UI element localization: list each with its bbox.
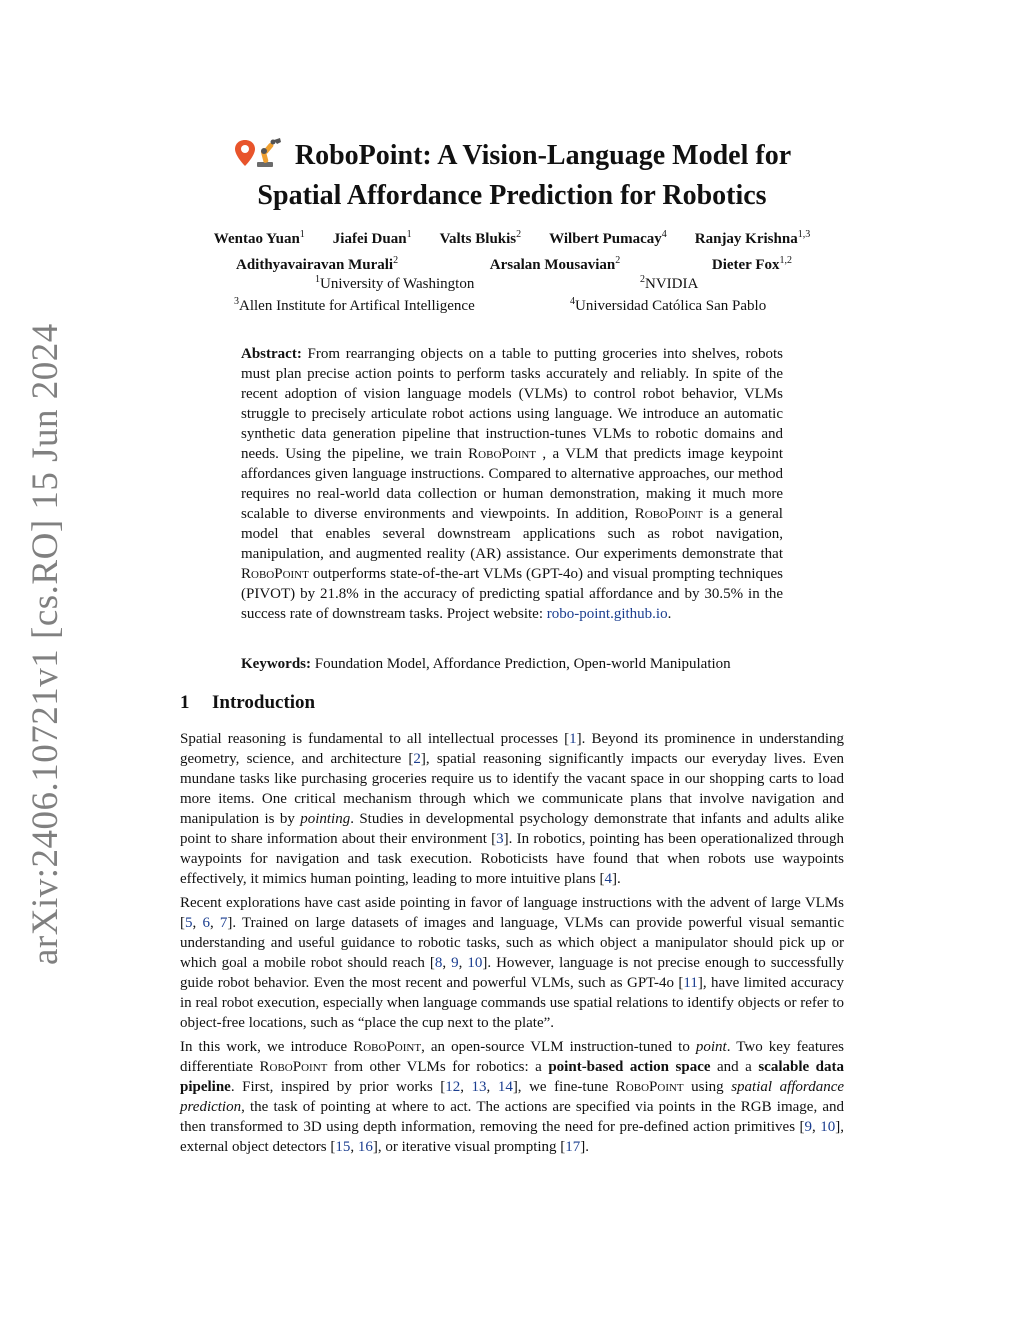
citation-link[interactable]: 15 [335,1139,351,1155]
introduction-body [180,729,844,1161]
author: Jiafei Duan$^1$ [332,229,412,247]
citation-link[interactable]: 11 [683,975,698,991]
section-heading [180,692,315,714]
author: Valts Blukis$^2$ [439,229,522,247]
arxiv-identifier-stamp: arXiv:2406.10721v1 [cs.RO] 15 Jun 2024 [25,323,66,965]
author-list [160,228,864,276]
citation-link[interactable]: 5 [185,915,193,931]
abstract-label: Abstract: [241,346,302,362]
paragraph-2: Recent explorations have cast aside pointing in favor of language instructions with the advent of large VLMs [5, 6, 7]. Trained on large datasets of images and language, VLMs can provide powerful visual semantic understanding and useful guidance to robotic tasks, such as which object a manipulator should pick up or which goal a mobile robot should reach [8, 9, 10]. However, language is not precise enough to successfully guide robot behavior. Even the most recent and powerful VLMs, such as GPT-4o [11], have limited accuracy in real robot execution, especially when language commands use spatial relations to identify objects or refer to object-free locations, such as “place the cup next to the plate”. [180,895,845,1031]
citation-link[interactable]: 6 [202,915,210,931]
title-text-1: RoboPoint: A Vision-Language Model for [294,140,792,171]
title-line-2: Spatial Affordance Prediction for Robotics [257,180,767,211]
author-row-2 [160,254,864,276]
abstract: Abstract: From rearranging objects on a table to putting groceries into shelves, robots must plan precise action points to perform tasks accurately and reliably. In spite of the recent adoption of vision language models (VLMs) to control robot behavior, VLMs struggle to precisely articulate robot actions using language. We introduce an automatic synthetic data generation pipeline that instruction-tunes VLMs to robotic domains and needs. Using the pipeline, we train RoboPoint , a VLM that predicts image keypoint affordances given language instructions. Compared to alternative approaches, our method requires no real-world data collection or human demonstration, making it much more scalable to diverse environments and viewpoints. In addition, RoboPoint is a general model that enables several downstream applications such as robot navigation, manipulation, and augmented reality (AR) assistance. Our experiments demonstrate that RoboPoint outperforms state-of-the-art VLMs (GPT-4o) and visual prompting techniques (PIVOT) by 21.8% in the accuracy of predicting spatial affordance and by 30.5% in the success rate of downstream tasks. Project website: robo-point.github.io. [241,346,783,622]
affiliation: $^1$University of Washington [315,274,475,292]
paper-title [160,136,864,213]
citation-link[interactable]: 2 [413,751,421,767]
citation-link[interactable]: 4 [604,871,612,887]
citation-link[interactable]: 9 [804,1119,813,1135]
keywords: Keywords: Foundation Model, Affordance Prediction, Open-world Manipulation [241,656,731,672]
author: Ranjay Krishna$^{1,3}$ [694,229,811,247]
section-title: Introduction [212,692,316,713]
affiliation: $^4$Universidad Católica San Pablo [570,296,767,314]
author-row-1 [160,228,864,250]
citation-link[interactable]: 14 [497,1079,513,1095]
paragraph-1: Spatial reasoning is fundamental to all intellectual processes [1]. Beyond its prominence in understanding geometry, science, and architecture [2], spatial reasoning significantly impacts our everyday lives. Even mundane tasks like purchasing groceries require us to identify the vacant space in our shopping carts to load more items. One critical mechanism through which we communicate plans that involve navigation and manipulation is by pointing. Studies in developmental psychology demonstrate that infants and adults alike point to share information about their environment [3]. In robotics, pointing has been operationalized through waypoints for navigation and task execution. Roboticists have found that when robots use waypoints effectively, it mimics human pointing, leading to more intuitive plans [4]. [180,731,844,887]
citation-link[interactable]: 10 [820,1119,836,1135]
citation-link[interactable]: 12 [445,1079,461,1095]
author: Arsalan Mousavian$^2$ [489,255,621,273]
author: Dieter Fox$^{1,2}$ [711,255,792,273]
affiliation-list [160,276,864,320]
citation-link[interactable]: 10 [467,955,483,971]
citation-link[interactable]: 9 [451,955,459,971]
title-line-1 [160,136,864,179]
author: Adithyavairavan Murali$^2$ [236,255,399,273]
citation-link[interactable]: 3 [496,831,504,847]
affiliation: $^3$Allen Institute for Artifical Intelligence [234,296,475,314]
citation-link[interactable]: 8 [434,955,443,971]
robot-arm-pin-logo-icon [233,136,289,179]
keywords-label: Keywords: [241,656,311,672]
affiliation-row-1 [160,276,864,298]
citation-link[interactable]: 7 [219,915,228,931]
project-website-link[interactable]: robo-point.github.io [546,606,668,622]
affiliation-row-2 [160,298,864,320]
citation-link[interactable]: 1 [569,731,577,747]
citation-link[interactable]: 17 [565,1139,581,1155]
section-number: 1 [180,692,190,713]
citation-link[interactable]: 13 [471,1079,487,1095]
author: Wilbert Pumacay$^4$ [549,229,667,247]
affiliation: $^2$NVIDIA [640,274,699,292]
author: Wentao Yuan$^1$ [213,229,305,247]
paragraph-3: In this work, we introduce RoboPoint, an open-source VLM instruction-tuned to point. Two key features differentiate RoboPoint from other VLMs for robotics: a point-based action space and a scalable data pipeline. First, inspired by prior works [12, 13, 14], we fine-tune RoboPoint using spatial affordance prediction, the task of pointing at where to act. The actions are specified via points in the RGB image, and then transformed to 3D using depth information, removing the need for pre-defined action primitives [9, 10], external object detectors [15, 16], or iterative visual prompting [17]. [180,1039,845,1155]
citation-link[interactable]: 16 [357,1139,373,1155]
